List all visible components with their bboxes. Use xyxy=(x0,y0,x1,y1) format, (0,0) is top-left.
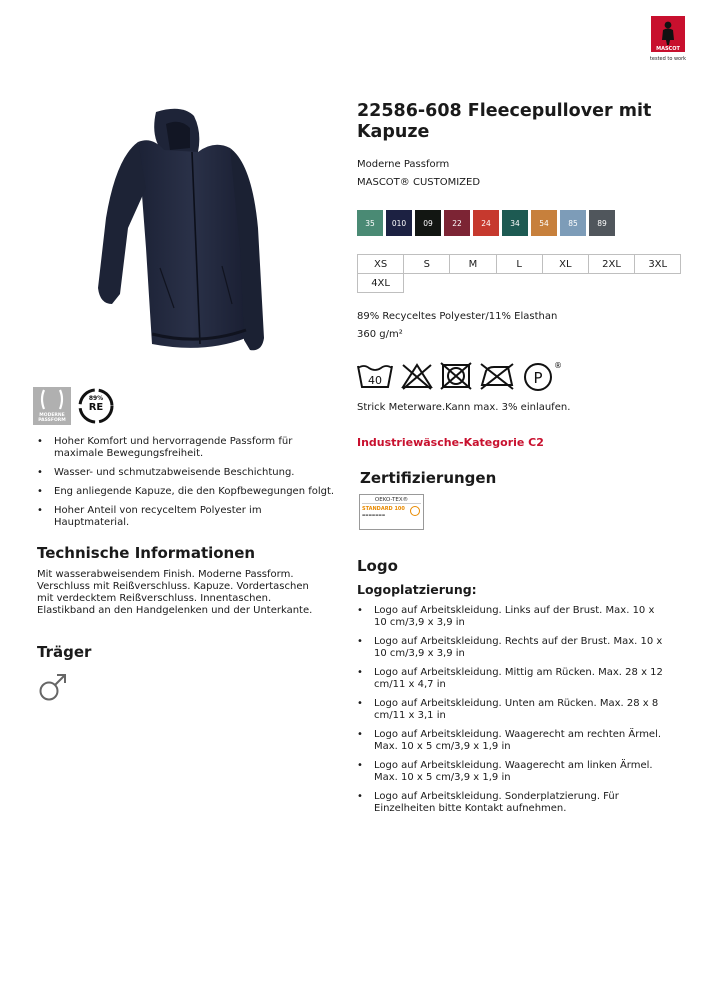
size-option[interactable]: XL xyxy=(542,254,589,274)
size-option[interactable]: XS xyxy=(357,254,404,274)
logo-placement-list xyxy=(357,605,667,822)
list-item: • Eng anliegende Kapuze, die den Kopfbewegungen folgt. xyxy=(37,486,337,498)
no-bleach-icon xyxy=(400,361,434,391)
list-item: • Hoher Komfort und hervorragende Passform für maximale Bewegungsfreiheit. xyxy=(37,436,337,460)
svg-text:®: ® xyxy=(554,361,562,370)
oeko-tex-label xyxy=(359,494,424,530)
technical-heading: Technische Informationen xyxy=(37,544,256,562)
no-ironing-icon xyxy=(478,361,516,391)
certifications-heading: Zertifizierungen xyxy=(360,469,497,487)
color-swatch[interactable]: 89 xyxy=(589,210,615,236)
no-tumble-dry-icon xyxy=(440,361,472,391)
list-item: • Wasser- und schmutzabweisende Beschichtung. xyxy=(37,467,337,479)
modern-fit-label: MODERNE PASSFORM xyxy=(38,413,66,423)
color-swatch[interactable]: 22 xyxy=(444,210,470,236)
color-swatch[interactable]: 85 xyxy=(560,210,586,236)
material-text: 89% Recyceltes Polyester/11% Elasthan xyxy=(357,311,558,322)
logo-subheading: Logoplatzierung: xyxy=(357,582,477,597)
care-note: Strick Meterware.Kann max. 3% einlaufen. xyxy=(357,402,571,413)
list-item: • Logo auf Arbeitskleidung. Links auf der Brust. Max. 10 x 10 cm/3,9 x 3,9 in xyxy=(357,605,667,629)
product-image xyxy=(94,108,274,360)
wearer-heading: Träger xyxy=(37,643,92,661)
color-swatch[interactable]: 54 xyxy=(531,210,557,236)
technical-text: Mit wasserabweisendem Finish. Moderne Passform. Verschluss mit Reißverschluss. Kapuze. Vordertaschen mit verdecktem Reißverschluss. Innentaschen. Elastikband an den Handgelenken und der Unterkante. xyxy=(37,569,313,616)
size-option[interactable]: 4XL xyxy=(357,273,404,293)
oeko-tex-title: OEKO-TEX® xyxy=(362,497,421,504)
size-option[interactable]: S xyxy=(403,254,450,274)
mascot-logo-icon xyxy=(651,16,685,52)
color-swatch[interactable]: 09 xyxy=(415,210,441,236)
brand-name: MASCOT xyxy=(656,46,680,52)
professional-cleaning-icon xyxy=(522,360,564,392)
color-swatch[interactable]: 34 xyxy=(502,210,528,236)
size-option[interactable]: 3XL xyxy=(634,254,681,274)
recycled-badge xyxy=(77,387,115,425)
color-swatch[interactable]: 24 xyxy=(473,210,499,236)
svg-text:P: P xyxy=(533,369,543,387)
care-symbols xyxy=(356,360,564,392)
product-line: MASCOT® CUSTOMIZED xyxy=(357,177,481,188)
fit-silhouette-icon xyxy=(33,387,71,411)
oeko-tex-standard: STANDARD 100 xyxy=(362,506,405,512)
page-title: 22586-608 Fleecepullover mit Kapuze xyxy=(357,101,652,142)
recycled-percent: 89% xyxy=(88,395,104,402)
size-option[interactable]: L xyxy=(496,254,543,274)
wash-40-icon xyxy=(356,361,394,391)
color-swatch[interactable]: 35 xyxy=(357,210,383,236)
list-item: • Logo auf Arbeitskleidung. Mittig am Rücken. Max. 28 x 12 cm/11 x 4,7 in xyxy=(357,667,667,691)
modern-fit-badge xyxy=(33,387,71,425)
size-option[interactable]: M xyxy=(449,254,496,274)
brand-tagline: tested to work xyxy=(649,56,687,62)
oeko-tex-fineprint: ▬▬▬▬▬▬▬ xyxy=(362,513,386,517)
weight-text: 360 g/m² xyxy=(357,329,403,340)
list-item: • Logo auf Arbeitskleidung. Unten am Rücken. Max. 28 x 8 cm/11 x 3,1 in xyxy=(357,698,667,722)
list-item: • Logo auf Arbeitskleidung. Rechts auf der Brust. Max. 10 x 10 cm/3,9 x 3,9 in xyxy=(357,636,667,660)
oeko-tex-seal-icon xyxy=(410,506,420,516)
size-grid xyxy=(357,254,688,292)
product-fit: Moderne Passform xyxy=(357,159,450,170)
list-item: • Logo auf Arbeitskleidung. Sonderplatzierung. Für Einzelheiten bitte Kontakt aufnehmen. xyxy=(357,791,667,815)
recycle-icon xyxy=(77,387,115,425)
list-item: • Logo auf Arbeitskleidung. Waagerecht am linken Ärmel. Max. 10 x 5 cm/3,9 x 1,9 in xyxy=(357,760,667,784)
color-swatch[interactable]: 010 xyxy=(386,210,412,236)
brand-logo xyxy=(648,16,688,62)
color-swatches xyxy=(357,210,615,236)
size-option[interactable]: 2XL xyxy=(588,254,635,274)
wash-temperature: 40 xyxy=(368,374,382,387)
feature-list xyxy=(37,436,337,536)
recycled-mark: RE xyxy=(88,402,104,413)
industrial-category: Industriewäsche-Kategorie C2 xyxy=(357,436,544,449)
male-icon xyxy=(38,672,68,702)
list-item: • Hoher Anteil von recyceltem Polyester im Hauptmaterial. xyxy=(37,505,337,529)
logo-heading: Logo xyxy=(357,557,398,575)
feature-badges xyxy=(33,387,115,425)
list-item: • Logo auf Arbeitskleidung. Waagerecht am rechten Ärmel. Max. 10 x 5 cm/3,9 x 1,9 in xyxy=(357,729,667,753)
